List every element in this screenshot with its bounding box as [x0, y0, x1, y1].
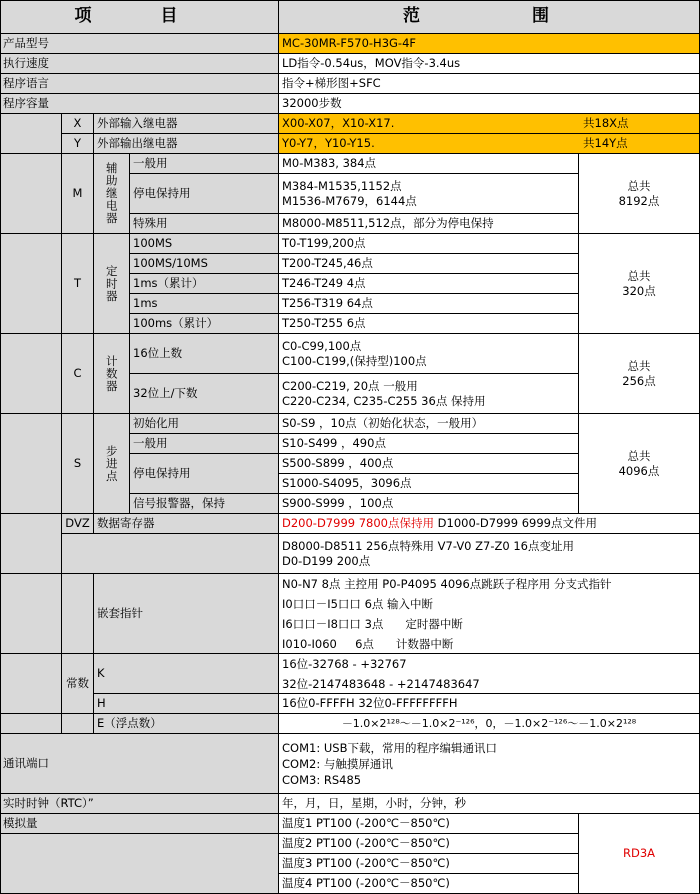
t-total-line: 320点: [622, 283, 656, 298]
m-item-name: 一般用: [130, 154, 279, 174]
comm-value: [279, 734, 700, 794]
capacity-label: 程序容量: [0, 94, 279, 114]
dvz-extra-line: D8000-D8511 256点特殊用 V7-V0 Z7-Z0 16点变址用: [282, 539, 574, 554]
s-total-line: 4096点: [618, 463, 660, 478]
rtc-label: 实时时钟（RTC）”: [0, 794, 279, 814]
const-h-value: 16位0-FFFFH 32位0-FFFFFFFFH: [279, 694, 700, 714]
m-item-name: 停电保持用: [130, 174, 279, 214]
const-k-line: 32位-2147483648 - +2147483647: [282, 676, 480, 691]
m-item-line: M384-M1535,1152点: [282, 179, 402, 194]
dvz-red-text: D200-D7999 7800点保持用: [282, 516, 434, 531]
t-spacer: [0, 234, 62, 334]
dvz-extra: [279, 534, 700, 574]
s-item-name: 一般用: [130, 434, 279, 454]
speed-label: 执行速度: [0, 54, 279, 74]
s-total: [579, 414, 700, 514]
nest-line: I010-I060 6点 计数器中断: [282, 636, 454, 651]
nest-line: I0口口－I5口口 6点 输入中断: [282, 596, 434, 611]
c-item-line: C0-C99,100点: [282, 339, 362, 354]
t-total: [579, 234, 700, 334]
x-total: 共18X点: [579, 114, 700, 134]
analog-item: 温度1 PT100 (-200℃－850℃): [279, 814, 579, 834]
t-item-value: T200-T245,46点: [279, 254, 579, 274]
nest-label: 嵌套指针: [94, 574, 279, 654]
comm-label: 通讯端口: [0, 734, 279, 794]
m-group-label: 辅助继电器: [104, 162, 119, 225]
y-code: Y: [62, 134, 94, 154]
s-group: [94, 414, 130, 514]
c-item-value: [279, 334, 579, 374]
const-e-value: －1.0×2¹²⁸～－1.0×2⁻¹²⁶，0，－1.0×2⁻¹²⁶～－1.0×2¹²⁸: [279, 714, 700, 734]
lang-value: 指令+梯形图+SFC: [279, 74, 700, 94]
t-item-value: T250-T255 6点: [279, 314, 579, 334]
capacity-value: 32000步数: [279, 94, 700, 114]
m-total: [579, 154, 700, 234]
c-item-line: C200-C219, 20点 一般用: [282, 379, 418, 394]
dvz-spacer: [0, 514, 62, 574]
s-item-name: 信号报警器，保持: [130, 494, 279, 514]
s-group-label: 步进点: [104, 444, 119, 483]
io-spacer: [0, 114, 62, 154]
analog-label: 模拟量: [0, 814, 279, 834]
dvz-extra-line: D0-D199 200点: [282, 553, 371, 568]
analog-spacer: [0, 834, 279, 894]
const-spacer: [0, 654, 62, 714]
s-item-value: S500-S899 ，400点: [279, 454, 579, 474]
comm-line: COM1: USB下载，常用的程序编辑通讯口: [282, 740, 497, 755]
header-range: 范 围: [279, 0, 700, 34]
analog-item: 温度3 PT100 (-200℃－850℃): [279, 854, 579, 874]
const-h-code: H: [94, 694, 279, 714]
t-item-value: T246-T249 4点: [279, 274, 579, 294]
const-e-spacer2: [62, 714, 94, 734]
speed-value: LD指令-0.54us，MOV指令-3.4us: [279, 54, 700, 74]
c-total-line: 总共: [627, 359, 651, 374]
s-code: S: [62, 414, 94, 514]
y-total: 共14Y点: [579, 134, 700, 154]
s-item-value: S1000-S4095，3096点: [279, 474, 579, 494]
const-e-spacer: [0, 714, 62, 734]
nest-spacer2: [62, 574, 94, 654]
m-item-value: M0-M383, 384点: [279, 154, 579, 174]
const-k-code: K: [94, 654, 279, 694]
c-item-name: 16位上数: [130, 334, 279, 374]
s-spacer: [0, 414, 62, 514]
c-item-line: C100-C199,(保持型)100点: [282, 353, 427, 368]
c-group-label: 计数器: [104, 354, 119, 393]
y-range: Y0-Y7，Y10-Y15.: [279, 134, 579, 154]
t-total-line: 总共: [627, 269, 651, 284]
x-code: X: [62, 114, 94, 134]
s-item-value: S900-S999 ，100点: [279, 494, 579, 514]
const-e-code: E（浮点数）: [94, 714, 279, 734]
t-code: T: [62, 234, 94, 334]
t-item-name: 1ms: [130, 294, 279, 314]
rtc-value: 年，月，日，星期，小时，分钟，秒: [279, 794, 700, 814]
t-group: [94, 234, 130, 334]
header-item: 项 目: [0, 0, 279, 34]
x-name: 外部输入继电器: [94, 114, 279, 134]
dvz-name: 数据寄存器: [94, 514, 279, 534]
t-item-value: T256-T319 64点: [279, 294, 579, 314]
dvz-code: DVZ: [62, 514, 94, 534]
c-item-name: 32位上/下数: [130, 374, 279, 414]
const-k-value: [279, 654, 700, 694]
lang-label: 程序语言: [0, 74, 279, 94]
t-item-name: 1ms（累计）: [130, 274, 279, 294]
t-item-name: 100MS/10MS: [130, 254, 279, 274]
t-item-name: 100ms（累计）: [130, 314, 279, 334]
c-code: C: [62, 334, 94, 414]
comm-line: COM2: 与触摸屏通讯: [282, 756, 393, 771]
analog-item: 温度4 PT100 (-200℃－850℃): [279, 874, 579, 894]
nest-line: N0-N7 8点 主控用 P0-P4095 4096点跳跃子程序用 分支式指针: [282, 576, 612, 591]
dvz-value: [279, 514, 700, 534]
s-item-value: S10-S499 ，490点: [279, 434, 579, 454]
m-group: [94, 154, 130, 234]
const-label: 常数: [62, 654, 94, 714]
analog-note: RD3A: [579, 814, 700, 894]
x-range: X00-X07，X10-X17.: [279, 114, 579, 134]
const-k-line: 16位-32768 - +32767: [282, 656, 407, 671]
c-spacer: [0, 334, 62, 414]
m-item-value: [279, 174, 579, 214]
c-item-line: C220-C234, C235-C255 36点 保持用: [282, 393, 486, 408]
t-item-value: T0-T199,200点: [279, 234, 579, 254]
m-total-line: 8192点: [618, 193, 660, 208]
s-total-line: 总共: [627, 449, 651, 464]
m-item-name: 特殊用: [130, 214, 279, 234]
dvz-sub-spacer: [62, 534, 279, 574]
m-item-value: M8000-M8511,512点，部分为停电保持: [279, 214, 579, 234]
m-total-line: 总共: [627, 179, 651, 194]
c-item-value: [279, 374, 579, 414]
y-name: 外部输出继电器: [94, 134, 279, 154]
c-total-line: 256点: [622, 373, 656, 388]
t-item-name: 100MS: [130, 234, 279, 254]
nest-line: I6口口－I8口口 3点 定时器中断: [282, 616, 463, 631]
s-item-name: 初始化用: [130, 414, 279, 434]
model-value: MC-30MR-F570-H3G-4F: [279, 34, 700, 54]
m-spacer: [0, 154, 62, 234]
t-group-label: 定时器: [104, 264, 119, 303]
analog-item: 温度2 PT100 (-200℃－850℃): [279, 834, 579, 854]
m-item-line: M1536-M7679，6144点: [282, 193, 417, 208]
nest-value: [279, 574, 700, 654]
s-item-value: S0-S9 ，10点（初始化状态，一般用）: [279, 414, 579, 434]
model-label: 产品型号: [0, 34, 279, 54]
s-item-name: 停电保持用: [130, 454, 279, 494]
m-code: M: [62, 154, 94, 234]
c-total: [579, 334, 700, 414]
dvz-rest-text: D1000-D7999 6999点文件用: [434, 516, 597, 531]
nest-spacer: [0, 574, 62, 654]
c-group: [94, 334, 130, 414]
comm-line: COM3: RS485: [282, 772, 362, 787]
